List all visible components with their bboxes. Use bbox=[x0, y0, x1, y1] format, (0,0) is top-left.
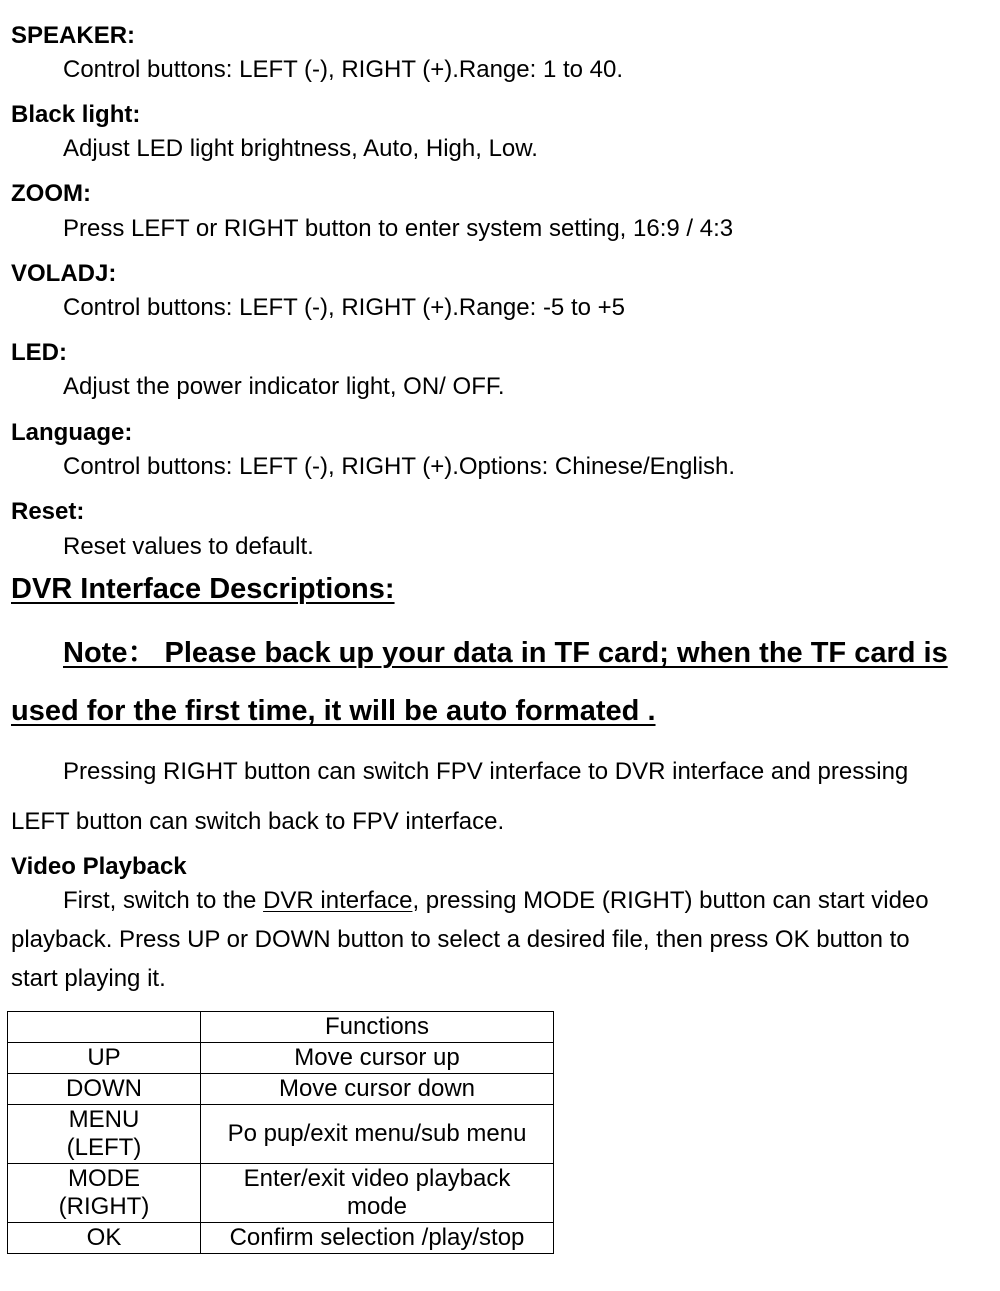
key-sublabel: (RIGHT) bbox=[58, 1193, 150, 1220]
setting-desc-language: Control buttons: LEFT (-), RIGHT (+).Options: Chinese/English. bbox=[63, 453, 736, 480]
playback-line-1-post: , pressing MODE (RIGHT) button can start video bbox=[412, 887, 929, 914]
function-label: Move cursor down bbox=[278, 1075, 476, 1102]
switch-instructions-line-1: Pressing RIGHT button can switch FPV interface to DVR interface and pressing bbox=[63, 758, 909, 785]
setting-title-zoom: ZOOM: bbox=[11, 180, 91, 207]
table-header-functions: Functions bbox=[201, 1012, 554, 1043]
table-cell-function bbox=[201, 1043, 554, 1074]
table-cell-key bbox=[8, 1223, 201, 1254]
table-row bbox=[8, 1164, 554, 1223]
table-row bbox=[8, 1223, 554, 1254]
setting-title-voladj: VOLADJ: bbox=[11, 260, 117, 287]
setting-desc-zoom: Press LEFT or RIGHT button to enter system setting, 16:9 / 4:3 bbox=[63, 215, 734, 242]
table-cell-key bbox=[8, 1074, 201, 1105]
note-line-2: used for the first time, it will be auto formated . bbox=[11, 695, 656, 727]
table-row bbox=[8, 1105, 554, 1164]
setting-desc-reset: Reset values to default. bbox=[63, 533, 314, 560]
function-label: Move cursor up bbox=[294, 1044, 460, 1071]
table-cell-function bbox=[201, 1223, 554, 1254]
setting-desc-speaker: Control buttons: LEFT (-), RIGHT (+).Range: 1 to 40. bbox=[63, 56, 624, 83]
setting-desc-led: Adjust the power indicator light, ON/ OFF. bbox=[63, 373, 505, 400]
table-cell-function bbox=[201, 1105, 554, 1164]
setting-title-speaker: SPEAKER: bbox=[11, 22, 136, 49]
setting-title-language: Language: bbox=[11, 419, 133, 446]
playback-line-3: start playing it. bbox=[11, 965, 166, 992]
note-line-1: Note： Please back up your data in TF card; when the TF card is bbox=[63, 637, 948, 669]
setting-title-black-light: Black light: bbox=[11, 101, 141, 128]
setting-title-led: LED: bbox=[11, 339, 67, 366]
playback-line-2: playback. Press UP or DOWN button to select a desired file, then press OK button to bbox=[11, 926, 910, 953]
video-playback-heading: Video Playback bbox=[11, 853, 187, 880]
function-label: Po pup/exit menu/sub menu bbox=[227, 1120, 527, 1147]
key-label: UP bbox=[87, 1044, 121, 1071]
table-cell-key bbox=[8, 1043, 201, 1074]
functions-table bbox=[7, 1011, 554, 1254]
playback-line-1-pre: First, switch to the bbox=[63, 887, 264, 914]
setting-desc-black-light: Adjust LED light brightness, Auto, High, Low. bbox=[63, 135, 538, 162]
table-row bbox=[8, 1074, 554, 1105]
table-cell-key bbox=[8, 1164, 201, 1223]
key-label: DOWN bbox=[66, 1075, 142, 1102]
setting-desc-voladj: Control buttons: LEFT (-), RIGHT (+).Range: -5 to +5 bbox=[63, 294, 625, 321]
table-cell-function bbox=[201, 1074, 554, 1105]
function-label: Enter/exit video playback bbox=[243, 1165, 511, 1192]
table-cell-key bbox=[8, 1105, 201, 1164]
dvr-interface-link: DVR interface bbox=[263, 887, 413, 914]
playback-line-1 bbox=[63, 887, 929, 915]
setting-title-reset: Reset: bbox=[11, 498, 85, 525]
key-label: MENU bbox=[68, 1106, 140, 1133]
table-cell-function bbox=[201, 1164, 554, 1223]
key-label: MODE bbox=[68, 1165, 140, 1192]
key-sublabel: (LEFT) bbox=[66, 1134, 142, 1161]
function-label-continued: mode bbox=[346, 1193, 408, 1220]
table-header-row bbox=[8, 1012, 554, 1043]
table-row bbox=[8, 1043, 554, 1074]
table-header-key bbox=[8, 1012, 201, 1043]
dvr-section-title: DVR Interface Descriptions: bbox=[11, 573, 395, 605]
function-label: Confirm selection /play/stop bbox=[229, 1224, 525, 1251]
switch-instructions-line-2: LEFT button can switch back to FPV interface. bbox=[11, 808, 505, 835]
key-label: OK bbox=[86, 1224, 122, 1251]
